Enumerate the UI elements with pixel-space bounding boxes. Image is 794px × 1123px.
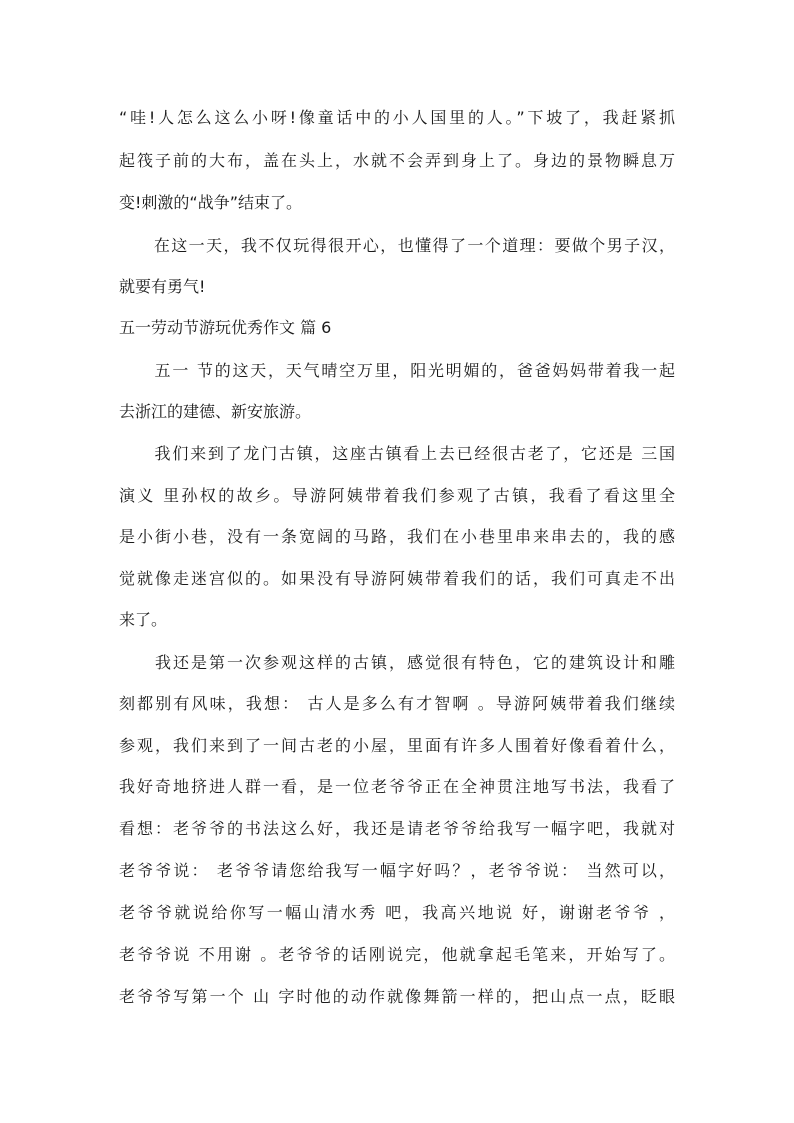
text-line: 变!刺激的“战争”结束了。	[119, 193, 302, 212]
text-line: 觉就像走迷宫似的。如果没有导游阿姨带着我们的话，我们可真走不出	[119, 569, 675, 588]
text-line: 是小街小巷，没有一条宽阔的马路，我们在小巷里串来串去的，我的感	[119, 527, 675, 546]
text-line: 老爷爷说 不用谢 。老爷爷的话刚说完，他就拿起毛笔来，开始写了。	[119, 945, 675, 964]
text-line: 看想：老爷爷的书法这么好，我还是请老爷爷给我写一幅字吧，我就对	[119, 819, 675, 838]
text-line: 参观，我们来到了一间古老的小屋，里面有许多人围着好像看着什么，	[119, 736, 675, 755]
text-line: 我好奇地挤进人群一看，是一位老爷爷正在全神贯注地写书法，我看了	[119, 777, 675, 796]
text-line: 就要有勇气!	[119, 277, 206, 296]
text-line: 起筏子前的大布，盖在头上，水就不会弄到身上了。身边的景物瞬息万	[119, 151, 675, 170]
text-line: 在这一天，我不仅玩得很开心，也懂得了一个道理：要做个男子汉，	[119, 236, 675, 255]
section-heading: 五一劳动节游玩优秀作文 篇 6	[119, 318, 332, 337]
text-line: 五一 节的这天，天气晴空万里，阳光明媚的，爸爸妈妈带着我一起	[119, 361, 675, 380]
text-line: 老爷爷写第一个 山 字时他的动作就像舞箭一样的，把山点一点，眨眼	[119, 987, 675, 1006]
text-line: 我们来到了龙门古镇，这座古镇看上去已经很古老了，它还是 三国	[119, 444, 675, 463]
text-line: 老爷爷说： 老爷爷请您给我写一幅字好吗？，老爷爷说： 当然可以，	[119, 861, 675, 880]
text-line: 演义 里孙权的故乡。导游阿姨带着我们参观了古镇，我看了看这里全	[119, 486, 675, 505]
text-line: 老爷爷就说给你写一幅山清水秀 吧，我高兴地说 好，谢谢老爷爷 ，	[119, 903, 675, 922]
text-line: 去浙江的建德、新安旅游。	[119, 402, 312, 421]
text-line: 来了。	[119, 610, 168, 629]
text-line: 我还是第一次参观这样的古镇，感觉很有特色，它的建筑设计和雕	[119, 653, 675, 672]
text-line: 刻都别有风味，我想： 古人是多么有才智啊 。导游阿姨带着我们继续	[119, 694, 675, 713]
text-line: “哇!人怎么这么小呀!像童话中的小人国里的人。”下坡了，我赶紧抓	[119, 108, 675, 127]
